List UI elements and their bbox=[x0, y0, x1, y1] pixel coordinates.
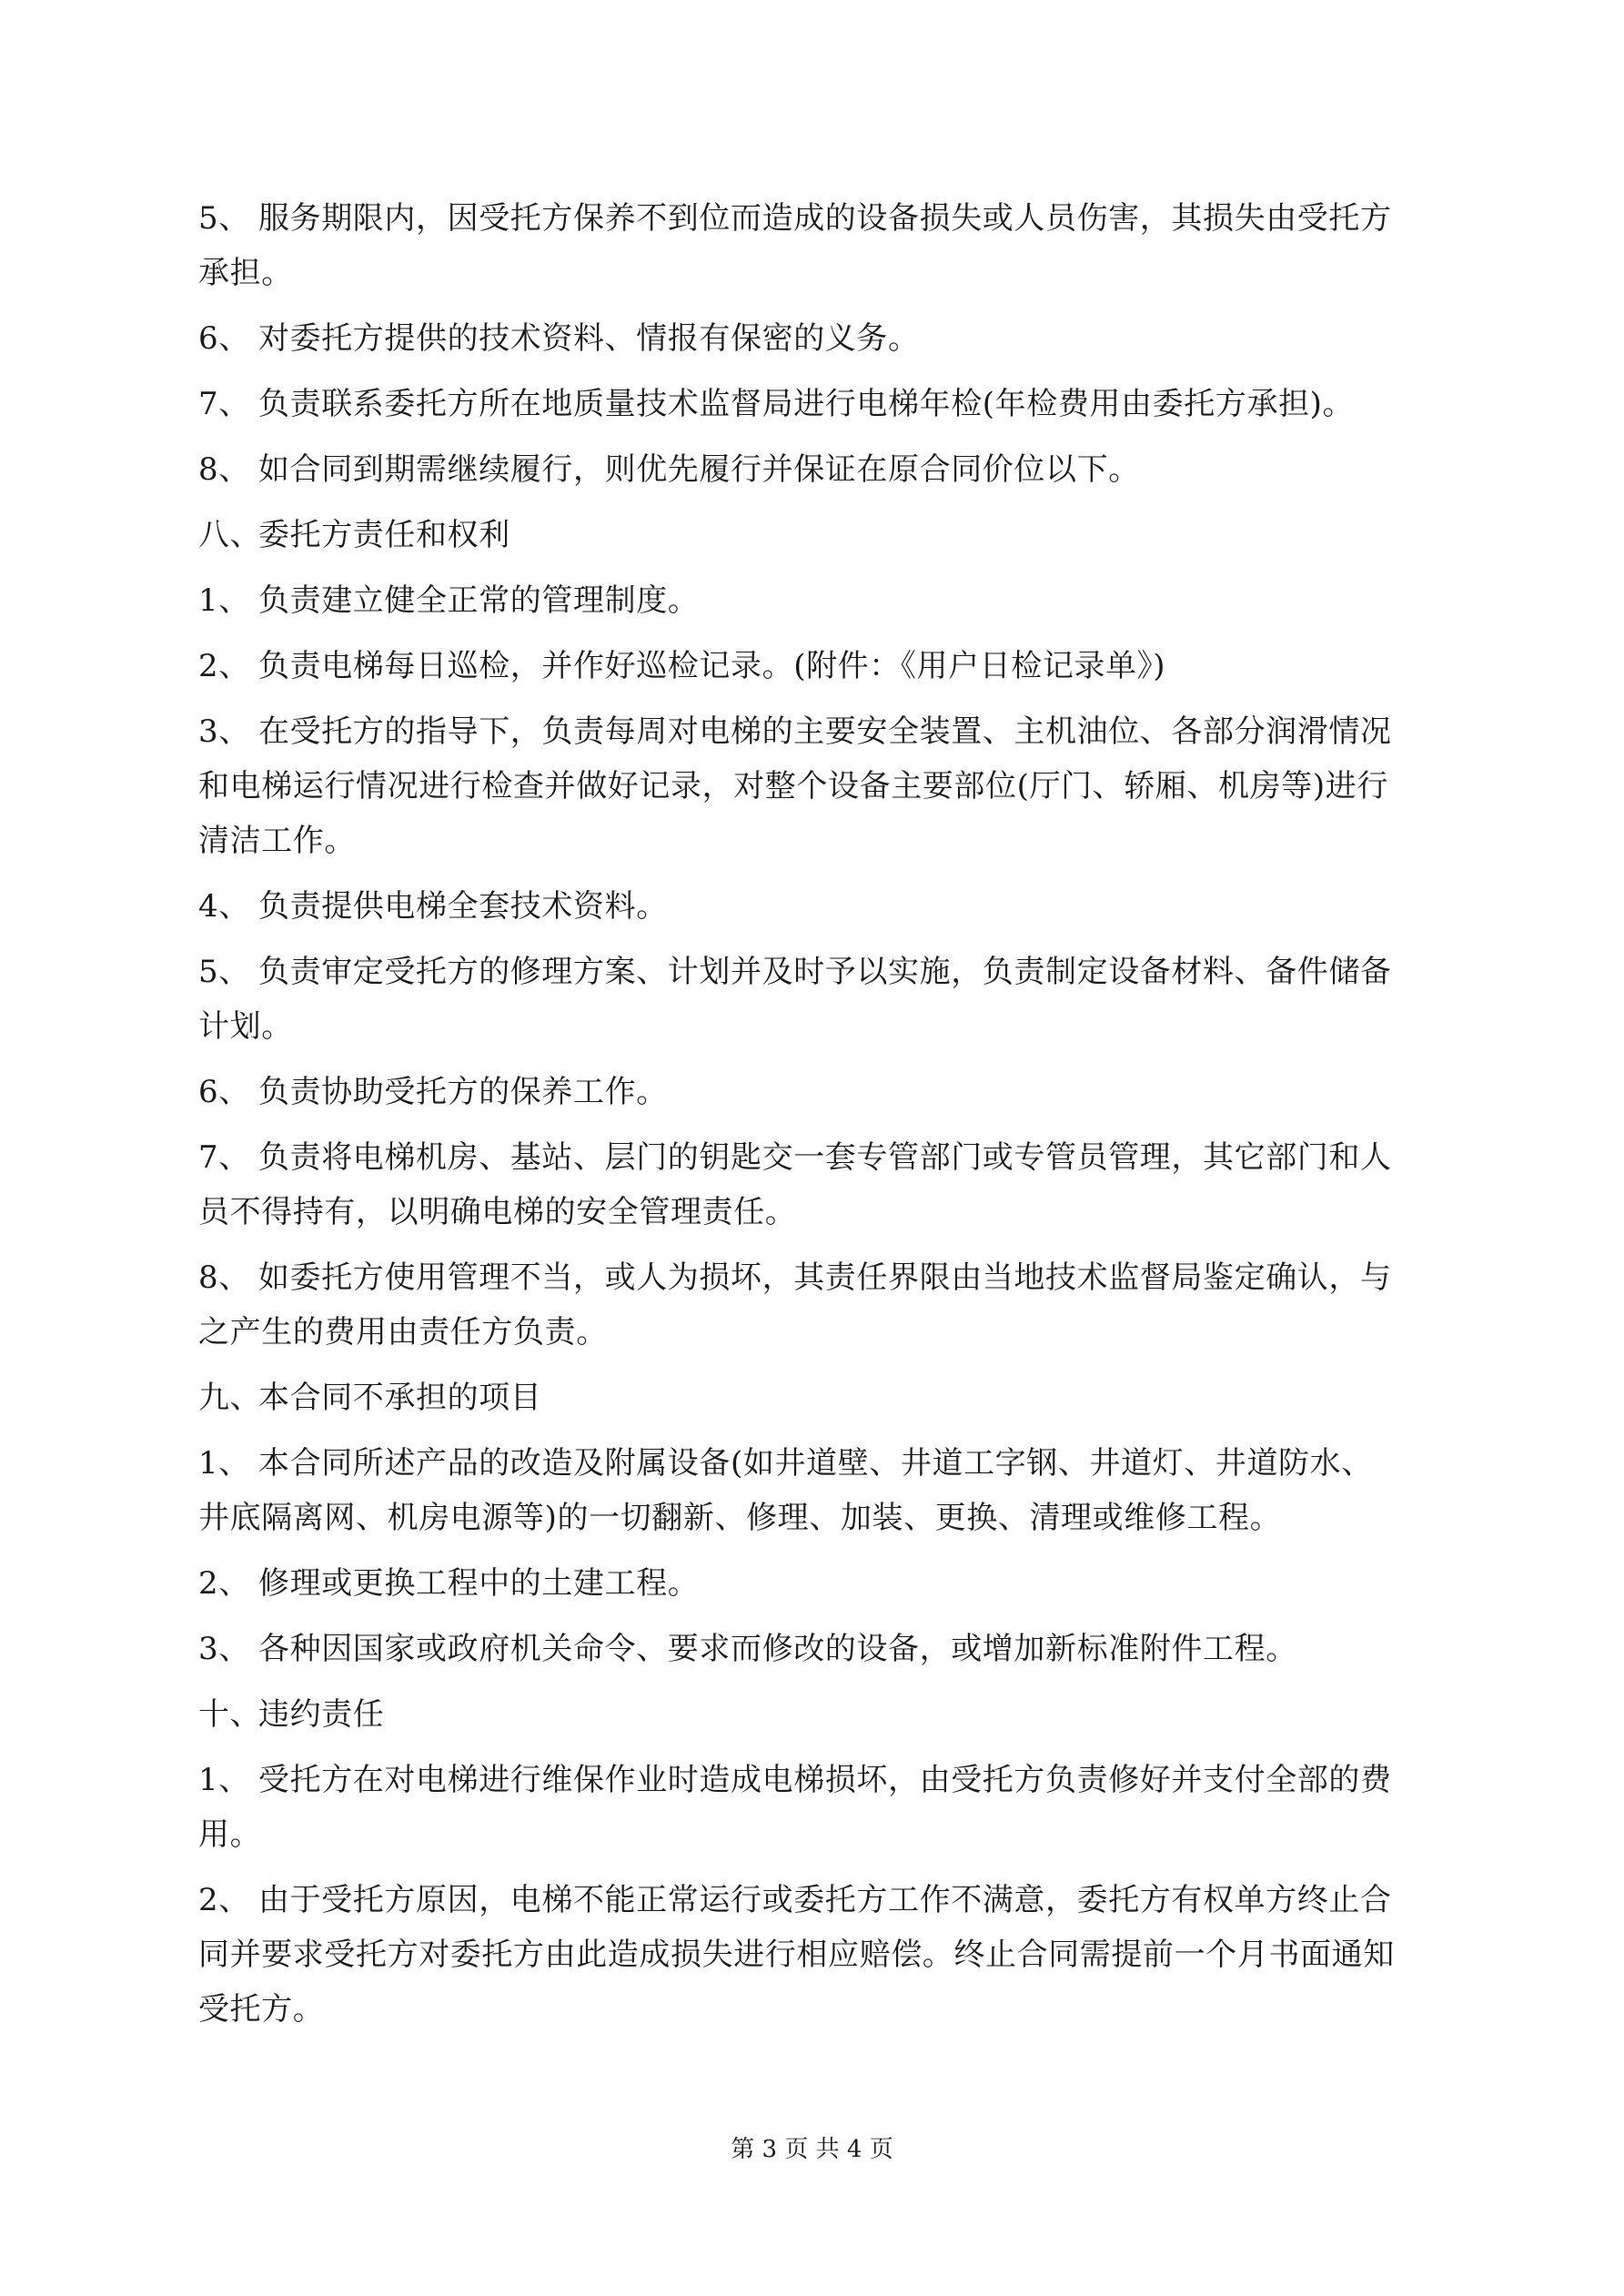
line-text: 受托方。 bbox=[198, 1991, 325, 2028]
line-text: 负责审定受托方的修理方案、计划并及时予以实施，负责制定设备材料、备件储备 bbox=[258, 954, 1392, 990]
line-text: 之产生的费用由责任方负责。 bbox=[198, 1314, 608, 1350]
line-text: 在受托方的指导下，负责每周对电梯的主要安全装置、主机油位、各部分润滑情况 bbox=[258, 713, 1392, 750]
paragraph bbox=[198, 1753, 1445, 1862]
line-text: 违约责任 bbox=[258, 1696, 385, 1733]
text-line bbox=[198, 814, 1445, 868]
line-text: 承担。 bbox=[198, 255, 293, 291]
item-number: 8、 bbox=[198, 1259, 250, 1296]
text-line bbox=[198, 1130, 1445, 1185]
line-text: 负责提供电梯全套技术资料。 bbox=[258, 888, 668, 925]
text-line bbox=[198, 879, 1445, 934]
paragraph bbox=[198, 1436, 1445, 1545]
line-text: 委托方责任和权利 bbox=[258, 517, 510, 553]
line-text: 计划。 bbox=[198, 1008, 293, 1045]
item-number: 2、 bbox=[198, 1565, 250, 1602]
line-text: 负责协助受托方的保养工作。 bbox=[258, 1074, 668, 1110]
text-line bbox=[198, 1556, 1445, 1611]
text-line bbox=[198, 1927, 1445, 1982]
text-line bbox=[198, 1622, 1445, 1676]
text-line bbox=[198, 639, 1445, 693]
text-line bbox=[198, 1982, 1445, 2037]
line-text: 同并要求受托方对委托方由此造成损失进行相应赔偿。终止合同需提前一个月书面通知 bbox=[198, 1937, 1395, 1973]
text-line bbox=[198, 508, 1445, 562]
text-line bbox=[198, 311, 1445, 366]
paragraph bbox=[198, 1130, 1445, 1239]
item-number: 3、 bbox=[198, 713, 250, 750]
paragraph bbox=[198, 1065, 1445, 1119]
line-text: 负责电梯每日巡检，并作好巡检记录。(附件：《用户日检记录单》) bbox=[258, 648, 1166, 684]
paragraph bbox=[198, 1873, 1445, 2037]
item-number: 6、 bbox=[198, 1074, 250, 1110]
text-line bbox=[198, 1491, 1445, 1545]
text-line bbox=[198, 999, 1445, 1054]
item-number: 2、 bbox=[198, 1882, 250, 1918]
paragraph bbox=[198, 1687, 1445, 1742]
paragraph bbox=[198, 1556, 1445, 1611]
line-text: 和电梯运行情况进行检查并做好记录，对整个设备主要部位(厅门、轿厢、机房等)进行 bbox=[198, 768, 1388, 804]
line-text: 负责建立健全正常的管理制度。 bbox=[258, 582, 700, 619]
text-line bbox=[198, 442, 1445, 497]
line-text: 井底隔离网、机房电源等)的一切翻新、修理、加装、更换、清理或维修工程。 bbox=[198, 1500, 1282, 1536]
text-line bbox=[198, 704, 1445, 759]
paragraph bbox=[198, 1250, 1445, 1360]
text-line bbox=[198, 1436, 1445, 1491]
line-text: 各种因国家或政府机关命令、要求而修改的设备，或增加新标准附件工程。 bbox=[258, 1631, 1297, 1667]
item-number: 5、 bbox=[198, 954, 250, 990]
text-line bbox=[198, 1250, 1445, 1305]
line-text: 负责将电梯机房、基站、层门的钥匙交一套专管部门或专管员管理，其它部门和人 bbox=[258, 1139, 1392, 1176]
line-text: 修理或更换工程中的土建工程。 bbox=[258, 1565, 700, 1602]
text-line bbox=[198, 377, 1445, 431]
line-text: 员不得持有，以明确电梯的安全管理责任。 bbox=[198, 1194, 797, 1230]
document-body bbox=[198, 191, 1445, 2048]
line-text: 如委托方使用管理不当，或人为损坏，其责任界限由当地技术监督局鉴定确认，与 bbox=[258, 1259, 1392, 1296]
item-number: 1、 bbox=[198, 582, 250, 619]
line-text: 负责联系委托方所在地质量技术监督局进行电梯年检(年检费用由委托方承担)。 bbox=[258, 386, 1355, 422]
line-text: 服务期限内，因受托方保养不到位而造成的设备损失或人员伤害，其损失由受托方 bbox=[258, 200, 1392, 237]
paragraph bbox=[198, 191, 1445, 300]
paragraph bbox=[198, 1622, 1445, 1676]
line-text: 对委托方提供的技术资料、情报有保密的义务。 bbox=[258, 320, 920, 357]
line-text: 本合同不承担的项目 bbox=[258, 1380, 542, 1416]
text-line bbox=[198, 246, 1445, 300]
item-number: 3、 bbox=[198, 1631, 250, 1667]
item-number: 九、 bbox=[198, 1380, 262, 1416]
line-text: 如合同到期需继续履行，则优先履行并保证在原合同价位以下。 bbox=[258, 451, 1140, 488]
text-line bbox=[198, 191, 1445, 246]
paragraph bbox=[198, 508, 1445, 562]
paragraph bbox=[198, 879, 1445, 934]
page-footer: 第 3 页 共 4 页 bbox=[731, 2136, 893, 2163]
paragraph bbox=[198, 945, 1445, 1054]
item-number: 1、 bbox=[198, 1445, 250, 1482]
text-line bbox=[198, 1371, 1445, 1425]
text-line bbox=[198, 1305, 1445, 1360]
text-line bbox=[198, 1687, 1445, 1742]
text-line bbox=[198, 1753, 1445, 1807]
line-text: 清洁工作。 bbox=[198, 823, 356, 859]
text-line bbox=[198, 1873, 1445, 1927]
text-line bbox=[198, 759, 1445, 814]
line-text: 受托方在对电梯进行维保作业时造成电梯损坏，由受托方负责修好并支付全部的费 bbox=[258, 1762, 1392, 1798]
text-line bbox=[198, 1185, 1445, 1239]
text-line bbox=[198, 1807, 1445, 1862]
item-number: 7、 bbox=[198, 386, 250, 422]
text-line bbox=[198, 573, 1445, 628]
item-number: 十、 bbox=[198, 1696, 262, 1733]
paragraph bbox=[198, 311, 1445, 366]
item-number: 7、 bbox=[198, 1139, 250, 1176]
paragraph bbox=[198, 377, 1445, 431]
item-number: 4、 bbox=[198, 888, 250, 925]
line-text: 用。 bbox=[198, 1816, 262, 1853]
paragraph bbox=[198, 573, 1445, 628]
line-text: 由于受托方原因，电梯不能正常运行或委托方工作不满意，委托方有权单方终止合 bbox=[258, 1882, 1392, 1918]
item-number: 1、 bbox=[198, 1762, 250, 1798]
paragraph bbox=[198, 442, 1445, 497]
text-line bbox=[198, 945, 1445, 999]
paragraph bbox=[198, 639, 1445, 693]
item-number: 八、 bbox=[198, 517, 262, 553]
item-number: 6、 bbox=[198, 320, 250, 357]
line-text: 本合同所述产品的改造及附属设备(如井道壁、井道工字钢、井道灯、井道防水、 bbox=[258, 1445, 1373, 1482]
item-number: 2、 bbox=[198, 648, 250, 684]
item-number: 8、 bbox=[198, 451, 250, 488]
text-line bbox=[198, 1065, 1445, 1119]
paragraph bbox=[198, 704, 1445, 868]
paragraph bbox=[198, 1371, 1445, 1425]
item-number: 5、 bbox=[198, 200, 250, 237]
